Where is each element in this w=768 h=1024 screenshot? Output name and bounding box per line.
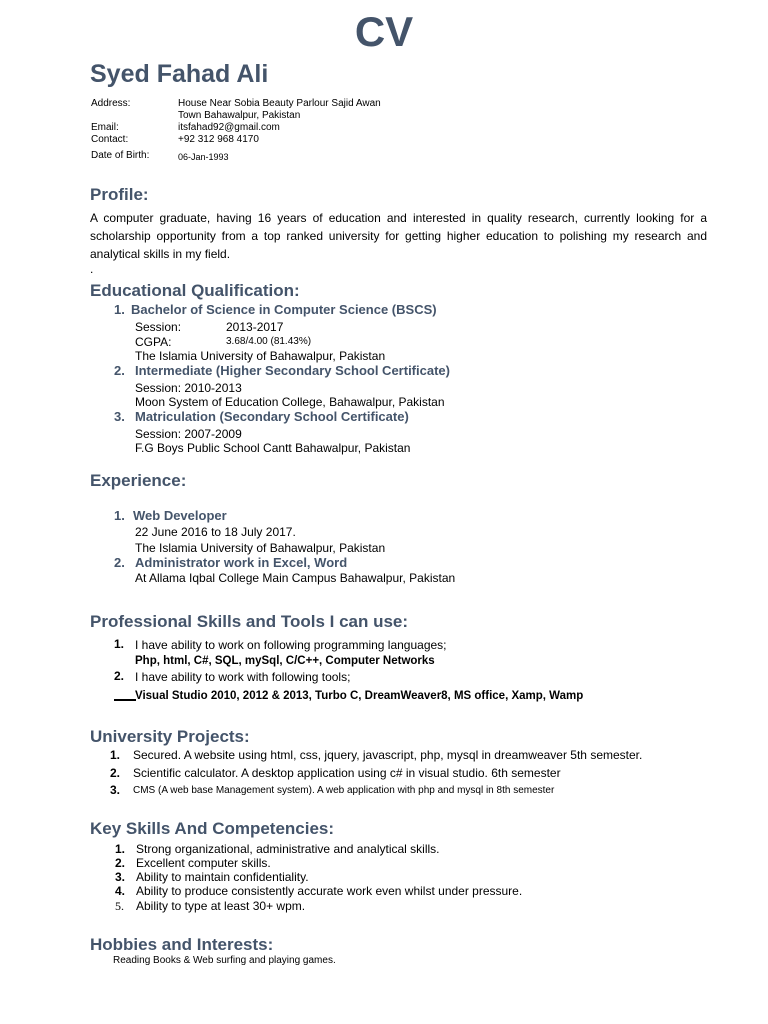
education-item-number: 3.: [114, 409, 125, 424]
project-item-number: 2.: [110, 766, 121, 780]
education-institution: Moon System of Education College, Bahawalpur, Pakistan: [135, 395, 445, 409]
cgpa-label: CGPA:: [135, 335, 172, 349]
education-session: Session: 2007-2009: [135, 427, 242, 441]
phone-value: +92 312 968 4170: [178, 134, 259, 145]
skills-item-number: 2.: [114, 669, 125, 683]
email-label: Email:: [91, 122, 119, 133]
experience-role: Administrator work in Excel, Word: [135, 555, 348, 570]
profile-text: A computer graduate, having 16 years of education and interested in quality research, currently looking for a scholarship opportunity from a top ranked university for getting higher education to polishing my research and analytical skills in my field.: [90, 211, 707, 261]
competency-item-text: Ability to produce consistently accurate work even whilst under pressure.: [136, 884, 523, 898]
address-line-1: House Near Sobia Beauty Parlour Sajid Awan: [178, 98, 381, 109]
education-degree: Intermediate (Higher Secondary School Certificate): [135, 363, 450, 378]
skills-item-text: I have ability to work with following tools;: [135, 670, 351, 684]
experience-place: At Allama Iqbal College Main Campus Bahawalpur, Pakistan: [135, 571, 456, 585]
hobbies-text: Reading Books & Web surfing and playing games.: [113, 955, 336, 966]
competency-item-number: 2.: [115, 856, 126, 870]
dob-value: 06-Jan-1993: [178, 152, 229, 162]
email-value: itsfahad92@gmail.com: [178, 122, 280, 133]
session-label: Session:: [135, 320, 182, 334]
competencies-heading: Key Skills And Competencies:: [90, 819, 335, 838]
project-item-number: 3.: [110, 783, 121, 797]
experience-item-number: 1.: [114, 508, 125, 523]
address-label: Address:: [91, 98, 131, 109]
competency-item-number: 5.: [115, 899, 124, 913]
education-item-number: 1.: [114, 302, 125, 317]
candidate-name: Syed Fahad Ali: [90, 60, 269, 88]
experience-item-number: 2.: [114, 555, 125, 570]
competency-item-text: Excellent computer skills.: [136, 856, 271, 870]
underline-rule: [114, 699, 136, 701]
competency-item-text: Ability to maintain confidentiality.: [136, 870, 309, 884]
address-line-2: Town Bahawalpur, Pakistan: [178, 110, 301, 121]
competency-item-text: Strong organizational, administrative and analytical skills.: [136, 842, 440, 856]
hobbies-heading: Hobbies and Interests:: [90, 935, 274, 954]
project-item-text: Scientific calculator. A desktop application using c# in visual studio. 6th semester: [133, 766, 561, 780]
project-item-text: Secured. A website using html, css, jquery, javascript, php, mysql in dreamweaver 5th semester.: [133, 748, 643, 762]
competency-item-number: 4.: [115, 884, 126, 898]
experience-role: Web Developer: [133, 508, 227, 523]
skills-item-detail: Php, html, C#, SQL, mySql, C/C++, Computer Networks: [135, 655, 435, 667]
cv-title: CV: [354, 8, 414, 55]
competency-item-text: Ability to type at least 30+ wpm.: [136, 899, 306, 913]
experience-place: The Islamia University of Bahawalpur, Pakistan: [135, 541, 386, 555]
profile-dot: .: [90, 262, 94, 276]
projects-heading: University Projects:: [90, 727, 250, 746]
education-item-number: 2.: [114, 363, 125, 378]
education-institution: F.G Boys Public School Cantt Bahawalpur, Pakistan: [135, 441, 411, 455]
experience-dates: 22 June 2016 to 18 July 2017.: [135, 525, 296, 539]
education-degree: Matriculation (Secondary School Certificate): [135, 409, 409, 424]
education-degree: Bachelor of Science in Computer Science (BSCS): [131, 302, 437, 317]
skills-item-detail: Visual Studio 2010, 2012 & 2013, Turbo C, DreamWeaver8, MS office, Xamp, Wamp: [135, 690, 584, 702]
skills-tools-heading: Professional Skills and Tools I can use:: [90, 612, 409, 631]
session-value: 2013-2017: [226, 320, 284, 334]
project-item-text: CMS (A web base Management system). A web application with php and mysql in 8th semester: [133, 785, 555, 796]
education-heading: Educational Qualification:: [90, 281, 300, 300]
cgpa-value: 3.68/4.00 (81.43%): [226, 336, 312, 347]
skills-item-text: I have ability to work on following programming languages;: [135, 638, 447, 652]
competency-item-number: 1.: [115, 842, 126, 856]
competency-item-number: 3.: [115, 870, 126, 884]
contact-label: Contact:: [91, 134, 129, 145]
education-session: Session: 2010-2013: [135, 381, 242, 395]
profile-heading: Profile:: [90, 185, 149, 204]
experience-heading: Experience:: [90, 471, 187, 490]
dob-label: Date of Birth:: [91, 150, 150, 161]
education-institution: The Islamia University of Bahawalpur, Pakistan: [135, 349, 386, 363]
skills-item-number: 1.: [114, 637, 125, 651]
project-item-number: 1.: [110, 748, 121, 762]
